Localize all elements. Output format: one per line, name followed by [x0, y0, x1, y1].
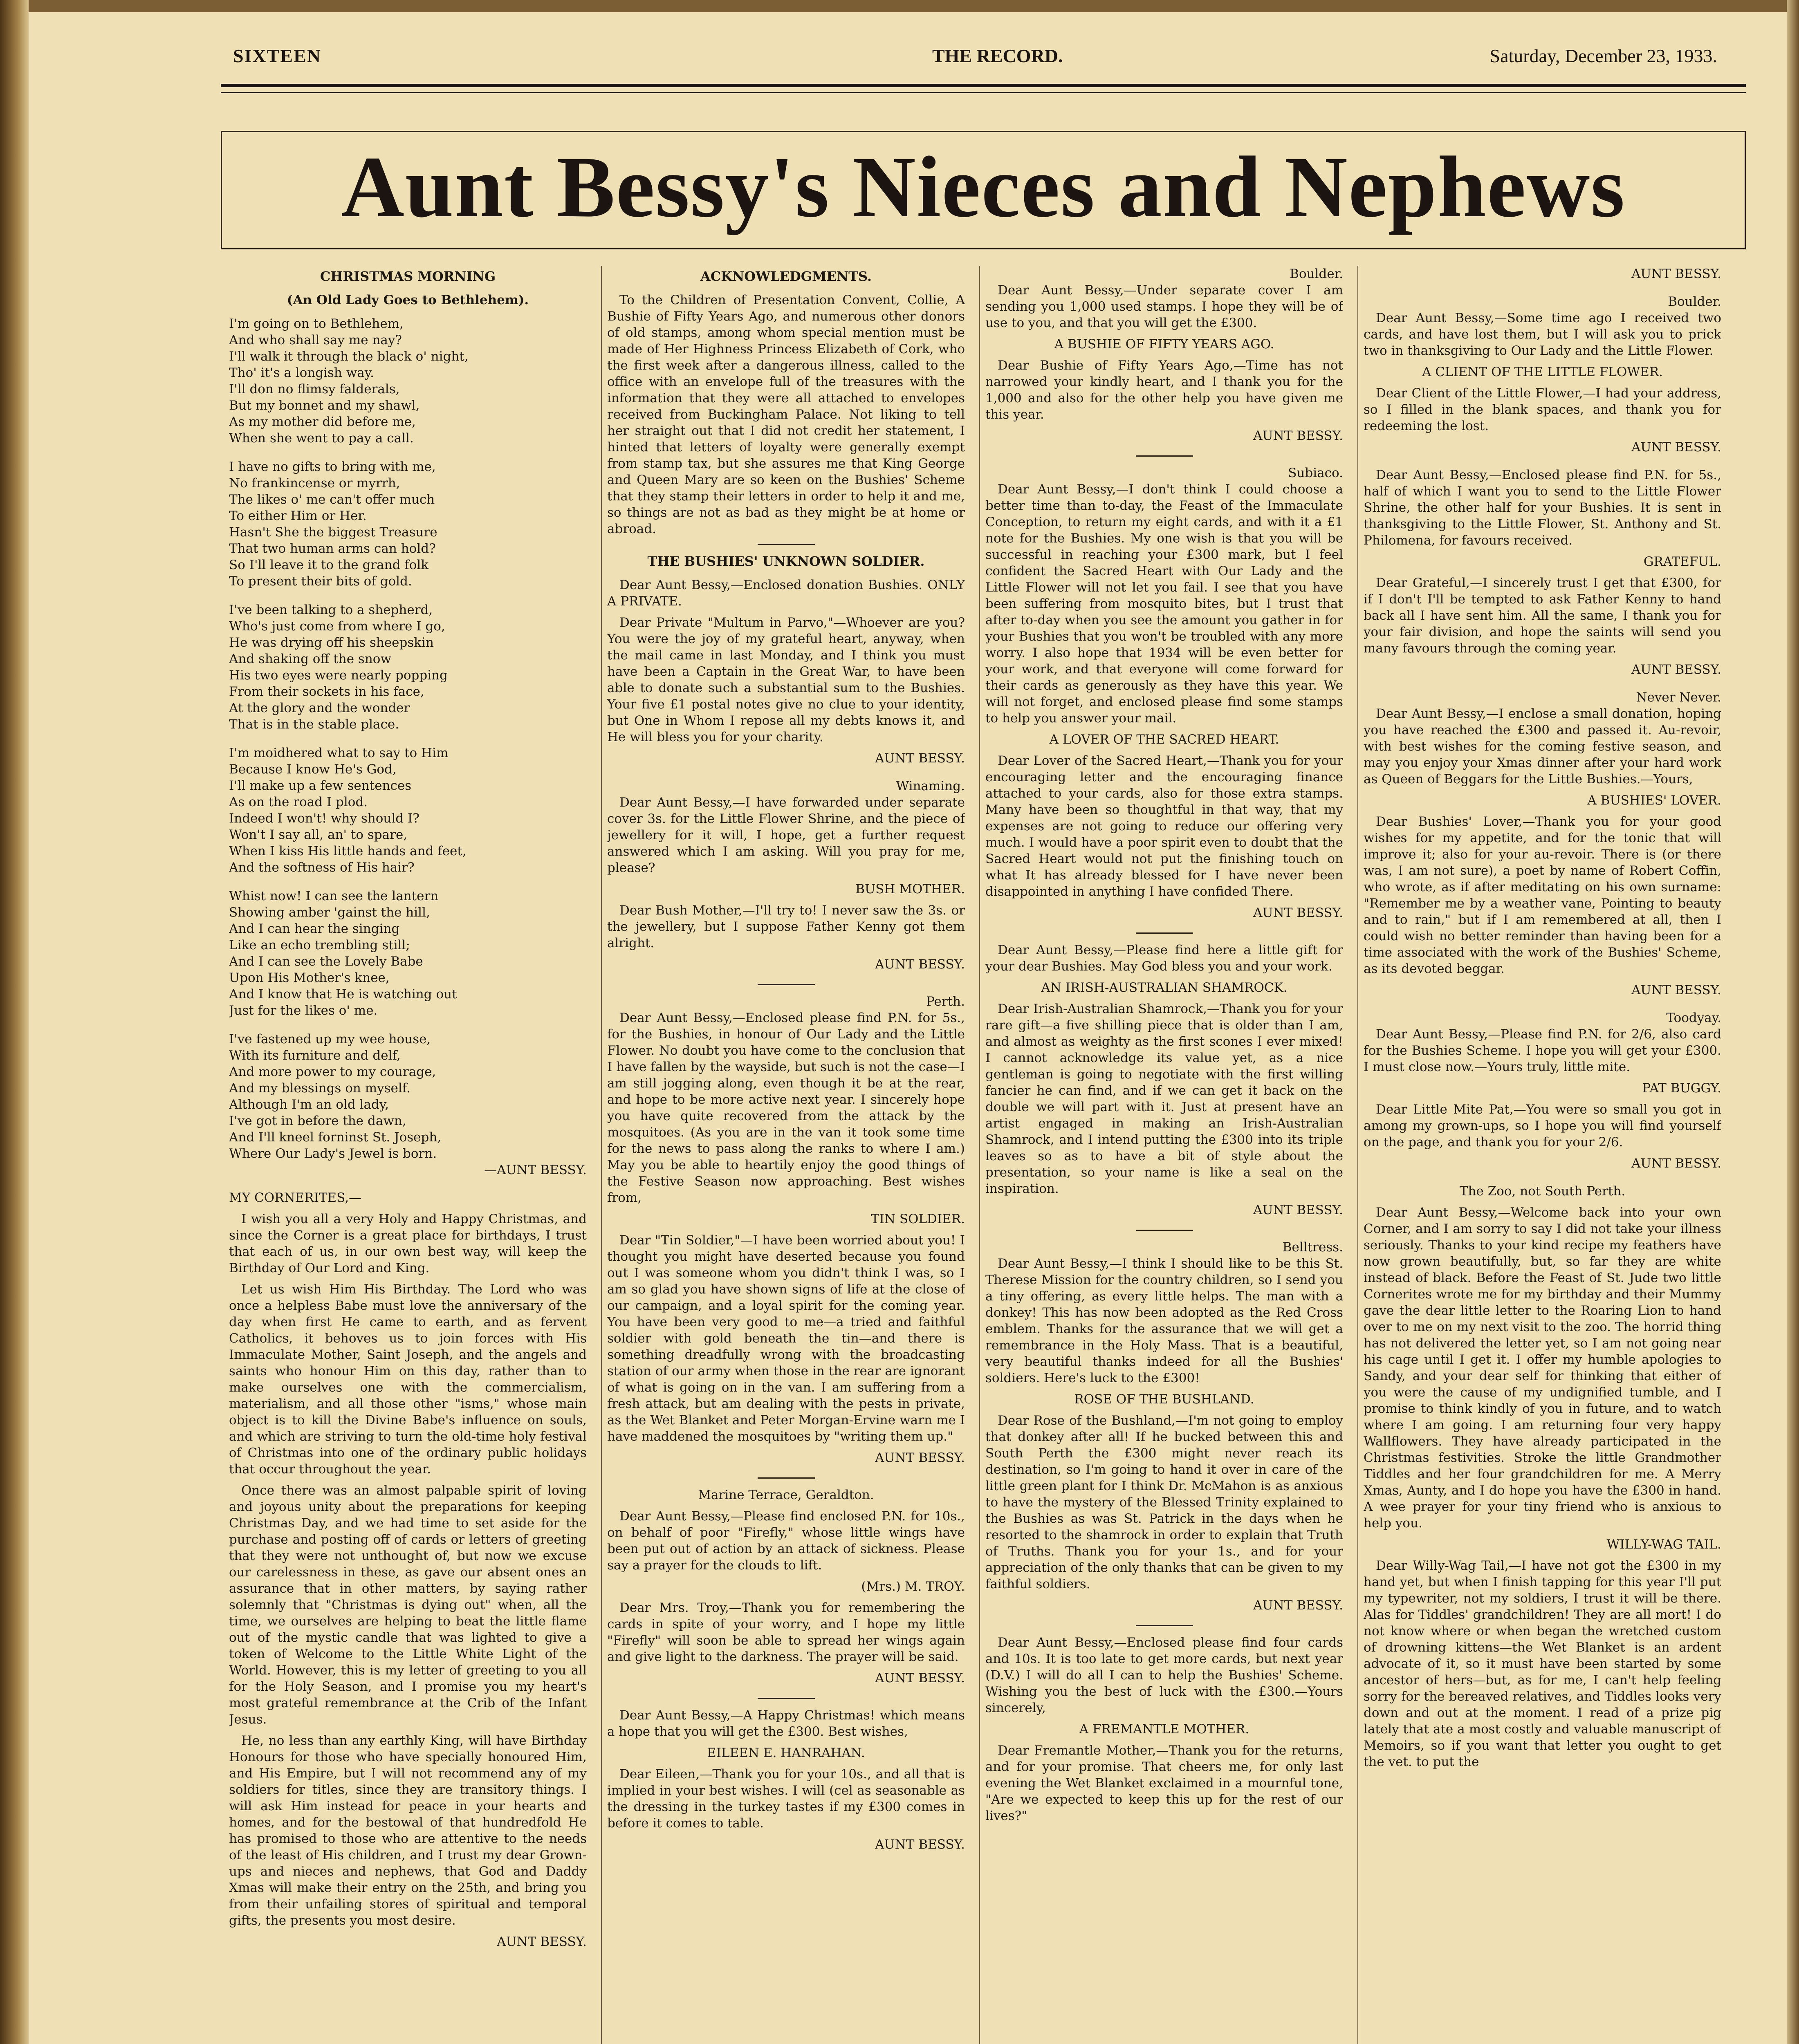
letter: Dear Aunt Bessy,—Under separate cover I am sending you 1,000 used stamps. I hope they will be of use to you, and that you will get the £300. — [985, 283, 1343, 330]
corner-salutation: MY CORNERITES,— — [229, 1190, 362, 1205]
column-3 — [985, 266, 1343, 2044]
letter: Dear Aunt Bessy,—I think I should like to be this St. Therese Mission for the country children, so I send you a tiny offering, as every little helps. The man with a donkey! This has now been adopted as the Red Cross emblem. Thanks for the assurance that we will get a remembrance in the Holy Mass. That is a beautiful, very beautiful thanks indeed for all the Bushies' soldiers. Here's luck to the £300! — [985, 1256, 1343, 1385]
letter: Dear Aunt Bessy,—Enclosed please find P.N. for 5s., for the Bushies, in honour of Our Lady and the Little Flower. No doubt you have come to the conclusion that I have fallen by the wayside, but such is not the case—I am still jogging along, even though it be at the rear, and hope to be more active next year. I sincerely hope you have quite recovered from the attack by the mosquitoes. (As you are in the van it took some time for the news to pass along the ranks to where I am.) May you be able to heartily enjoy the good things of the Festive Season now approaching. Best wishes from, — [607, 1011, 965, 1205]
poem-stanza: I've been talking to a shepherd, Who's just come from where I go, He was drying off his sheepskin And shaking off the snow His two eyes were nearly popping From their sockets in his face, At the glory and the wonder That is in the stable place. — [229, 603, 448, 732]
poem-stanza: I'm moidhered what to say to Him Because I know He's God, I'll make up a few sentences As on the road I plod. Indeed I won't! why should I? Won't I say all, an' to spare, When I kiss His little hands and feet, And the softness of His hair? — [229, 746, 467, 875]
reply-signature: AUNT BESSY. — [875, 957, 965, 972]
reply-signature: AUNT BESSY. — [1253, 905, 1343, 920]
reply-signature: AUNT BESSY. — [1631, 983, 1721, 997]
column-1 — [229, 266, 587, 2044]
reply-signature: AUNT BESSY. — [875, 1671, 965, 1685]
header-rule-bottom — [221, 92, 1746, 93]
reply: Dear Client of the Little Flower,—I had your address, so I filled in the blank spaces, and thank you for redeeming the lost. — [1364, 386, 1721, 433]
reply-signature: AUNT BESSY. — [1631, 1156, 1721, 1171]
issue-date: Saturday, December 23, 1933. — [1489, 45, 1717, 66]
letter: Dear Aunt Bessy,—Enclosed please find P.N. for 5s., half of which I want you to send to the Little Flower Shrine, the other half for your Bushies. It is sent in thanksgiving to the Little Flower, St. Anthony and St. Philomena, for favours received. — [1364, 468, 1721, 548]
letter-pseudonym: ROSE OF THE BUSHLAND. — [1074, 1392, 1254, 1407]
reply: Dear Lover of the Sacred Heart,—Thank you for your encouraging letter and the encouraging finance attached to your cards, also for those extra stamps. Many have been so thoughtful in that way, that my expenses are not going to reduce our offering very much. I would have a poor spirit even to doubt that the Sacred Heart would not put the finishing touch on what It has already blessed for I have never been disappointed in anything I have confided There. — [985, 753, 1343, 899]
reply: Dear Eileen,—Thank you for your 10s., and all that is implied in your best wishes. I will (cel as seasonable as the dressing in the turkey tastes if my £300 comes in before it comes to table. — [607, 1767, 965, 1831]
letter-pseudonym: A BUSHIE OF FIFTY YEARS AGO. — [1054, 337, 1274, 352]
running-head — [221, 41, 1717, 74]
letter-pseudonym: PAT BUGGY. — [1642, 1081, 1721, 1096]
letter: Dear Aunt Bessy,—A Happy Christmas! which means a hope that you will get the £300. Best wishes, — [607, 1708, 965, 1739]
poem-subtitle: (An Old Lady Goes to Bethlehem). — [287, 293, 529, 307]
letter-pseudonym: A FREMANTLE MOTHER. — [1079, 1722, 1249, 1737]
corner-signature: AUNT BESSY. — [497, 1934, 587, 1949]
column-2 — [607, 266, 965, 2044]
reply: Dear Irish-Australian Shamrock,—Thank you for your rare gift—a five shilling piece that is older than I am, and almost as weighty as the first scones I ever mixed! I cannot acknowledge its value yet, as a nice gentleman is going to negotiate with the first willing fancier he can find, and if we can get it back on the double we will part with it. Just at present have an artist engaged in making an Irish-Australian Shamrock, and I intend putting the £300 into its triple leaves so as to have a bit of style about the presentation, so your name is like a seal on the inspiration. — [985, 1002, 1343, 1196]
letter-pseudonym: A BUSHIES' LOVER. — [1587, 793, 1721, 808]
reply-signature: AUNT BESSY. — [875, 1450, 965, 1465]
letter-place: Subiaco. — [1288, 466, 1343, 480]
reply: Dear "Tin Soldier,"—I have been worried about you! I thought you might have deserted because you found out I was someone whom you didn't think I was, so I am so glad you have shown signs of life at the close of our campaign, and a loyal spirit for the coming year. You have been very good to me—a tried and faithful soldier with gold beneath the tin—and there is something dreadfully wrong with the broadcasting station of our army when those in the rear are ignorant of what is going on in the van. I am suffering from a fresh attack, but am dealing with the pests in private, as the Wet Blanket and Peter Morgan-Ervine warn me I have maddened the mosquitoes by "writing them up." — [607, 1233, 965, 1444]
letter-place: Perth. — [926, 994, 965, 1009]
reply: Dear Grateful,—I sincerely trust I get that £300, for if I don't I'll be tempted to ask Father Kenny to hand back all I have sent him. All the same, I thank you for your fair division, and hope the saints will send you many favours through the coming year. — [1364, 576, 1721, 656]
reply-signature: AUNT BESSY. — [1631, 662, 1721, 677]
separator-rule — [758, 984, 815, 985]
letter-pseudonym: GRATEFUL. — [1643, 554, 1721, 569]
reply: Dear Fremantle Mother,—Thank you for the returns, and for your promise. That cheers me, for only last evening the Wet Blanket exclaimed in a mournful tone, "Are we expected to keep this up for the rest of our lives?" — [985, 1743, 1343, 1823]
reply-signature: AUNT BESSY. — [1631, 440, 1721, 455]
letter-pseudonym: EILEEN E. HANRAHAN. — [707, 1746, 865, 1760]
reply: Dear Bushies' Lover,—Thank you for your good wishes for my appetite, and for the tonic that will improve it; also for your au-revoir. There is (or there was, I am not sure), a poet by name of Robert Coffin, who wrote, as if after meditating on his own surname: "Remember me by a weather vane, Pointing to beauty and to rain," but if I am remembered at all, then I could wish no better reminder than having been for a time associated with the work of the Bushies' Scheme, as its devoted beggar. — [1364, 814, 1721, 976]
letter: Dear Aunt Bessy,—Enclosed donation Bushies. ONLY A PRIVATE. — [607, 578, 965, 609]
reply: Dear Bushie of Fifty Years Ago,—Time has not narrowed your kindly heart, and I thank you for the 1,000 and also for the other help you have given me this year. — [985, 358, 1343, 422]
reply-signature: AUNT BESSY. — [1631, 267, 1721, 281]
poem-stanza: I have no gifts to bring with me, No frankincense or myrrh, The likes o' me can't offer much To either Him or Her. Hasn't She the biggest Treasure That two human arms can hold? So I'll leave it to the grand folk To present their bits of gold. — [229, 459, 437, 589]
letter: Dear Aunt Bessy,—I don't think I could choose a better time than to-day, the Feast of the Immaculate Conception, to return my eight cards, and with it a £1 note for the Bushies. My one wish is that you will be successful in reaching your £300 mark, but I feel confident the Sacred Heart with Our Lady and the Little Flower will not let you fail. I see that you have been suffering from mosquito bites, but I trust that after to-day when you see the amount you gather in for your Bushies that you won't be troubled with any more worry. I also hope that 1934 will be even better for your work, and that everyone will come forward for their cards as generously as they have this year. We will not forget, and enclosed please find some stamps to help you answer your mail. — [985, 482, 1343, 726]
separator-rule — [1136, 455, 1193, 457]
letter: Dear Aunt Bessy,—Please find enclosed P.N. for 10s., on behalf of poor "Firefly," whose little wings have been put out of action by an attack of sickness. Please say a prayer for the clouds to lift. — [607, 1509, 965, 1573]
article-columns — [229, 266, 1742, 2044]
letter-place: Boulder. — [1290, 267, 1343, 281]
reply: Dear Mrs. Troy,—Thank you for remembering the cards in spite of your worry, and I hope my little "Firefly" will soon be able to spread her wings again and give light to the darkness. The prayer will be said. — [607, 1600, 965, 1664]
separator-rule — [758, 1477, 815, 1479]
reply: Dear Rose of the Bushland,—I'm not going to employ that donkey after all! If he bucked between this and South Perth the £300 might never reach its destination, so I'm going to hand it over in care of the little green plant for I think Dr. McMahon is as anxious to have the mystery of the Blessed Trinity explained to the Bushies as was St. Patrick in the days when he resorted to the shamrock in order to explain that Truth of Truths. Thank you for your 1s., and for your appreciation of the only thanks that can be given to my faithful soldiers. — [985, 1413, 1343, 1591]
reply: Dear Private "Multum in Parvo,"—Whoever are you? You were the joy of my grateful heart, anyway, when the mail came in last Monday, and I think you must have been a Captain in the Great War, to have been able to donate such a substantial sum to the Bushies. Your five £1 postal notes give no clue to your identity, but One in Whom I repose all my debts knows it, and He will bless you for your charity. — [607, 615, 965, 744]
binding-edge — [0, 0, 29, 2044]
reply-signature: AUNT BESSY. — [875, 751, 965, 766]
separator-rule — [1136, 1625, 1193, 1626]
separator-rule — [758, 544, 815, 545]
reply: Dear Willy-Wag Tail,—I have not got the £300 in my hand yet, but when I finish tapping for this year I'll put my typewriter, not my soldiers, I trust it will be there. Alas for Tiddles' grandchildren! They are all mort! I do not know where or when began the wretched custom of drowning kittens—the Wet Blanket is an ardent advocate of it, so it must have been started by some ancestor of hers—but, as for me, I can't help feeling sorry for the bereaved relatives, and Tiddles looks very down and out at the moment. I read of a prize pig lately that ate a most costly and valuable manuscript of Memoirs, so if you want that letter you ought to get the vet. to put the — [1364, 1558, 1721, 1769]
letter: Dear Aunt Bessy,—Enclosed please find four cards and 10s. It is too late to get more cards, but next year (D.V.) I will do all I can to help the Bushies' Scheme. Wishing you the best of luck with the £300.—Yours sincerely, — [985, 1635, 1343, 1715]
letter: Dear Aunt Bessy,—I have forwarded under separate cover 3s. for the Little Flower Shrine, and the piece of jewellery for it will, I hope, get a further request answered which I am asking. Will you pray for me, please? — [607, 795, 965, 875]
corner-paragraph: He, no less than any earthly King, will have Birthday Honours for those who have specially honoured Him, and His Empire, but I will not recommend any of my soldiers for titles, since they are transitory things. I will ask Him instead for peace in your hearts and homes, and for the bestowal of that hundredfold He has promised to those who are attentive to the needs of the least of His children, and I trust my dear Grown-ups and nieces and nephews, that God and Daddy Xmas will make their entry on the 25th, and bring you from their unfailing stores of spiritual and temporal gifts, the presents you most desire. — [229, 1733, 587, 1928]
letter-pseudonym: A LOVER OF THE SACRED HEART. — [1049, 732, 1279, 747]
poem-stanza: I'm going on to Bethlehem, And who shall say me nay? I'll walk it through the black o' night, Tho' it's a longish way. I'll don no flimsy falderals, But my bonnet and my shawl, As my mother did before me, When she went to pay a call. — [229, 316, 469, 446]
letter-pseudonym: WILLY-WAG TAIL. — [1606, 1537, 1721, 1552]
letter-place: Never Never. — [1636, 690, 1721, 705]
corner-paragraph: Let us wish Him His Birthday. The Lord who was once a helpless Babe must love the anniversary of the day when first He came to earth, and as fervent Catholics, it behoves us to join forces with His Immaculate Mother, Saint Joseph, and the angels and saints who honour Him on this day, rather than to make ourselves one with the commercialism, materialism, and all those other "isms," whose main object is to kill the Divine Babe's influence on souls, and which are striving to turn the old-time holy festival of Christmas into one of the ordinary public holidays that occur throughout the year. — [229, 1282, 587, 1477]
reply-signature: AUNT BESSY. — [1253, 1203, 1343, 1217]
page-fold — [1787, 0, 1799, 2044]
separator-rule — [1136, 1230, 1193, 1231]
letter-pseudonym: A CLIENT OF THE LITTLE FLOWER. — [1422, 365, 1663, 379]
column-4 — [1364, 266, 1721, 2044]
reply: Dear Little Mite Pat,—You were so small you got in among my grown-ups, so I hope you will find yourself on the page, and thank you for your 2/6. — [1364, 1102, 1721, 1150]
poem-signature: —AUNT BESSY. — [484, 1163, 587, 1177]
section-banner — [221, 131, 1746, 249]
letter-place: The Zoo, not South Perth. — [1459, 1184, 1626, 1199]
corner-paragraph: Once there was an almost palpable spirit of loving and joyous unity about the preparations for keeping Christmas Day, and we had time to set aside for the purchase and posting off of cards or letters of greeting that they were not unthought of, but now we excuse our carelessness in these, as gave our absent ones an assurance that in other matters, by saying rather solemnly that "Christmas is dying out" when, all the time, we ourselves are helping to beat the little flame out of the mystic candle that was lighted to give a token of Welcome to the Little White Light of the World. However, this is my letter of greeting to you all for the Holy Season, and I promise you my heart's most grateful remembrance at the Crib of the Infant Jesus. — [229, 1483, 587, 1727]
letter-place: Boulder. — [1668, 294, 1721, 309]
letter-pseudonym: AN IRISH-AUSTRALIAN SHAMROCK. — [1041, 980, 1288, 995]
page-label: SIXTEEN — [233, 45, 321, 66]
poem-stanza: I've fastened up my wee house, With its furniture and delf, And more power to my courage, And my blessings on myself. Although I'm an old lady, I've got in before the dawn, And I'll kneel forninst St. Joseph, Where Our Lady's Jewel is born. — [229, 1032, 442, 1161]
reply-signature: AUNT BESSY. — [875, 1837, 965, 1852]
letter: Dear Aunt Bessy,—Some time ago I received two cards, and have lost them, but I will ask you to prick two in thanksgiving to Our Lady and the Little Flower. — [1364, 311, 1721, 358]
reply: Dear Bush Mother,—I'll try to! I never saw the 3s. or the jewellery, but I suppose Father Kenny got them alright. — [607, 903, 965, 950]
poem-title: CHRISTMAS MORNING — [320, 269, 496, 284]
reply-signature: AUNT BESSY. — [1253, 428, 1343, 443]
letter: Dear Aunt Bessy,—Please find P.N. for 2/6, also card for the Bushies Scheme. I hope you will get your £300. I must close now.—Yours truly, little mite. — [1364, 1027, 1721, 1074]
separator-rule — [1136, 932, 1193, 934]
letter-place: Marine Terrace, Geraldton. — [698, 1488, 874, 1502]
letter: Dear Aunt Bessy,—Welcome back into your own Corner, and I am sorry to say I did not take your illness seriously. Thanks to your kind recipe my feathers have now grown beautifully, but, so far they are white instead of black. Before the Feast of St. Jude two little Cornerites wrote me for my birthday and their Mummy gave the dear little letter to the Roaring Lion to hand over to me on my next visit to the zoo. The horrid thing has not delivered the letter yet, so I am not going near his cage until I get it. I offer my humble apologies to Sandy, and your dear self for thinking that either of you were the cause of my undignified tumble, and I promise to think kindly of you in future, and to watch where I am going. I am returning four very happy Wallflowers. They have already participated in the Christmas festivities. Stroke the little Grandmother Tiddles and her four grandchildren for me. A Merry Xmas, Aunty, and I do hope you have the £300 in hand. A wee prayer for your tiny friend who is anxious to help you. — [1364, 1205, 1721, 1531]
reply-signature: AUNT BESSY. — [1253, 1598, 1343, 1613]
letter-pseudonym: TIN SOLDIER. — [870, 1212, 965, 1226]
letter-place: Toodyay. — [1666, 1011, 1721, 1025]
letter-pseudonym: (Mrs.) M. TROY. — [861, 1579, 965, 1594]
paper-name: THE RECORD. — [932, 45, 1063, 66]
letter-place: Belltress. — [1282, 1240, 1343, 1255]
letter-place: Winaming. — [896, 779, 965, 793]
separator-rule — [758, 1698, 815, 1699]
letter: Dear Aunt Bessy,—Please find here a little gift for your dear Bushies. May God bless you and your work. — [985, 943, 1343, 974]
acknowledgments-text: To the Children of Presentation Convent, Collie, A Bushie of Fifty Years Ago, and numerous other donors of old stamps, among whom special mention must be made of Her Highness Princess Elizabeth of Cork, who the first week after a dangerous illness, called to the office with an envelope full of the treasures with the information that they were all attached to envelopes received from Buckingham Palace. Not liking to tell her straight out that I did not credit her statement, I hinted that letters of loyalty were generally exempt from stamp tax, but she assures me that King George and Queen Mary are so keen on the Bushies' Scheme that they stamp their letters in order to help it and me, so things are not as bad as they might be at home or abroad. — [607, 293, 965, 536]
poem-stanza: Whist now! I can see the lantern Showing amber 'gainst the hill, And I can hear the singing Like an echo trembling still; And I can see the Lovely Babe Upon His Mother's knee, And I know that He is watching out Just for the likes o' me. — [229, 889, 457, 1018]
unknown-soldier-heading: THE BUSHIES' UNKNOWN SOLDIER. — [647, 554, 925, 569]
letter: Dear Aunt Bessy,—I enclose a small donation, hoping you have reached the £300 and passed it. Au-revoir, with best wishes for the coming festive season, and may you enjoy your Xmas dinner after your hard work as Queen of Beggars for the Little Bushies.—Yours, — [1364, 706, 1721, 787]
section-title: Aunt Bessy's Nieces and Nephews — [341, 139, 1626, 235]
header-rule-top — [221, 84, 1746, 87]
acknowledgments-heading: ACKNOWLEDGMENTS. — [700, 269, 872, 284]
corner-paragraph: I wish you all a very Holy and Happy Christmas, and since the Corner is a great place for birthdays, I trust that each of us, in our own best way, will keep the Birthday of Our Lord and King. — [229, 1212, 587, 1275]
letter-pseudonym: BUSH MOTHER. — [855, 882, 965, 896]
